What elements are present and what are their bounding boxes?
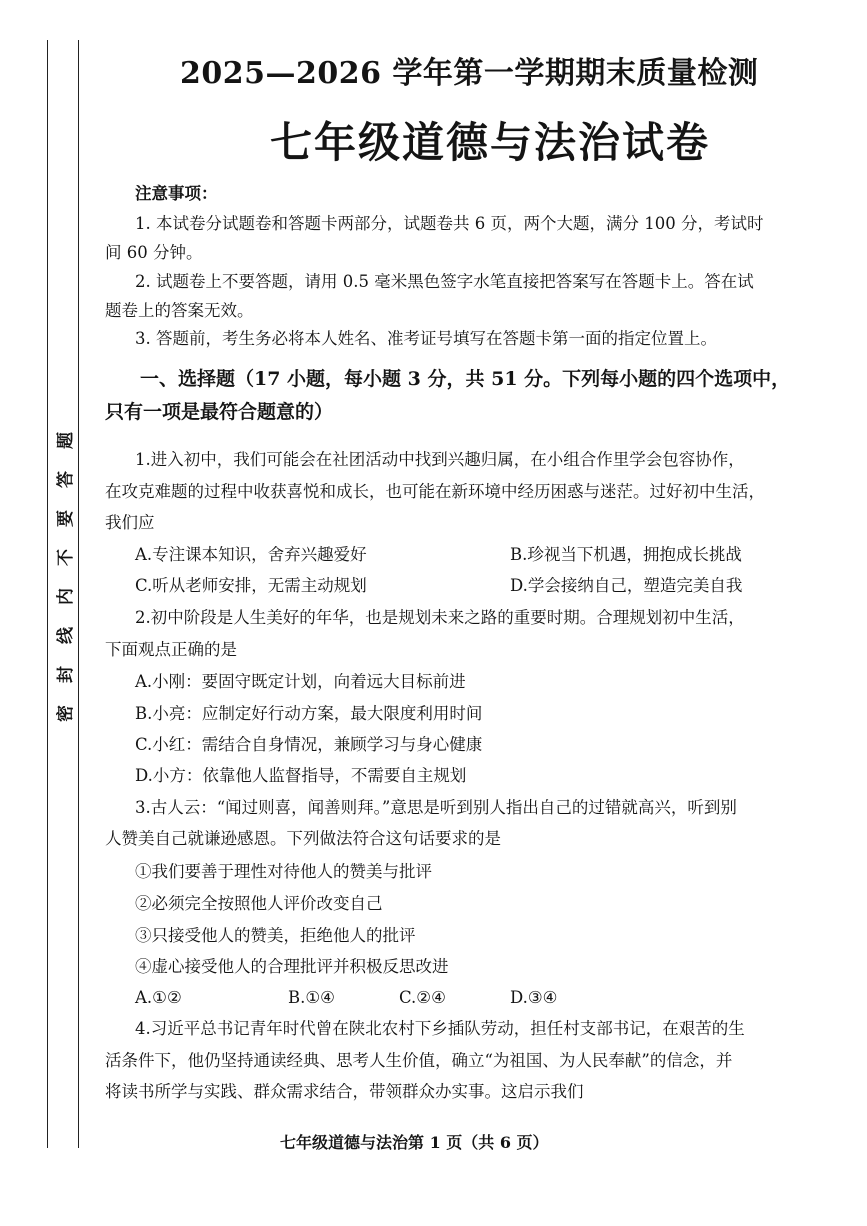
notes-heading: 注意事项： (135, 184, 218, 203)
question-2-stem-cont: 下面观点正确的是 (105, 640, 237, 659)
question-4-stem-cont: 活条件下，他仍坚持通读经典、思考人生价值，确立“为祖国、为人民奉献”的信念，并 (105, 1051, 733, 1070)
q3-option-b: B.①④ (288, 988, 335, 1007)
note-3: 3. 答题前，考生务必将本人姓名、准考证号填写在答题卡第一面的指定位置上。 (135, 329, 717, 348)
note-1-cont: 间 60 分钟。 (105, 243, 203, 262)
note-2: 2. 试题卷上不要答题，请用 0.5 毫米黑色签字水笔直接把答案写在答题卡上。答在试 (135, 272, 754, 291)
q3-statement-2: ②必须完全按照他人评价改变自己 (135, 894, 383, 913)
question-1-stem-end: 我们应 (105, 513, 155, 532)
section-heading: 一、选择题（17 小题，每小题 3 分，共 51 分。下列每小题的四个选项中， (140, 368, 791, 390)
section-heading-cont: 只有一项是最符合题意的） (105, 401, 334, 423)
question-2-stem: 2.初中阶段是人生美好的年华，也是规划未来之路的重要时期。合理规划初中生活， (135, 608, 745, 627)
paper-title: 七年级道德与法治试卷 (270, 118, 711, 167)
exam-title: 2025—2026 学年第一学期期末质量检测 (180, 56, 759, 91)
q3-option-d: D.③④ (510, 988, 558, 1007)
seal-char: 线 (55, 627, 76, 644)
seal-char: 题 (55, 432, 76, 449)
q1-option-b: B.珍视当下机遇，拥抱成长挑战 (510, 545, 742, 564)
q3-statement-1: ①我们要善于理性对待他人的赞美与批评 (135, 862, 432, 881)
q3-statement-4: ④虚心接受他人的合理批评并积极反思改进 (135, 957, 449, 976)
binding-margin-notice (56, 432, 76, 722)
question-4-stem-end: 将读书所学与实践、群众需求结合，带领群众办实事。这启示我们 (105, 1082, 584, 1101)
seal-char: 答 (55, 471, 76, 488)
q2-option-d: D.小方：依靠他人监督指导，不需要自主规划 (135, 766, 467, 785)
seal-char: 封 (55, 666, 76, 683)
q2-option-b: B.小亮：应制定好行动方案，最大限度利用时间 (135, 704, 483, 723)
seal-char: 密 (55, 705, 76, 722)
question-3-stem-cont: 人赞美自己就谦逊感恩。下列做法符合这句话要求的是 (105, 829, 501, 848)
question-1-stem: 1.进入初中，我们可能会在社团活动中找到兴趣归属，在小组合作里学会包容协作， (135, 450, 745, 469)
q3-statement-3: ③只接受他人的赞美，拒绝他人的批评 (135, 926, 416, 945)
q1-option-d: D.学会接纳自己，塑造完美自我 (510, 576, 743, 595)
note-1: 1. 本试卷分试题卷和答题卡两部分，试题卷共 6 页，两个大题，满分 100 分，考试时 (135, 214, 764, 233)
question-4-stem: 4.习近平总书记青年时代曾在陕北农村下乡插队劳动，担任村支部书记，在艰苦的生 (135, 1019, 745, 1038)
question-1-stem-cont: 在攻克难题的过程中收获喜悦和成长，也可能在新环境中经历困惑与迷茫。过好初中生活， (105, 482, 765, 501)
q3-option-c: C.②④ (399, 988, 446, 1007)
binding-line-outer (47, 40, 48, 1148)
q2-option-a: A.小刚：要固守既定计划，向着远大目标前进 (135, 672, 466, 691)
seal-char: 内 (55, 588, 76, 605)
page-footer: 七年级道德与法治第 1 页（共 6 页） (280, 1133, 549, 1152)
seal-char: 不 (55, 549, 76, 566)
seal-char: 要 (55, 510, 76, 527)
note-2-cont: 题卷上的答案无效。 (105, 301, 254, 320)
question-3-stem: 3.古人云：“闻过则喜，闻善则拜。”意思是听到别人指出自己的过错就高兴，听到别 (135, 798, 737, 817)
q1-option-a: A.专注课本知识，舍弃兴趣爱好 (135, 545, 367, 564)
binding-line-inner (78, 40, 79, 1148)
q2-option-c: C.小红：需结合自身情况，兼顾学习与身心健康 (135, 735, 483, 754)
q1-option-c: C.听从老师安排，无需主动规划 (135, 576, 367, 595)
q3-option-a: A.①② (135, 988, 182, 1007)
